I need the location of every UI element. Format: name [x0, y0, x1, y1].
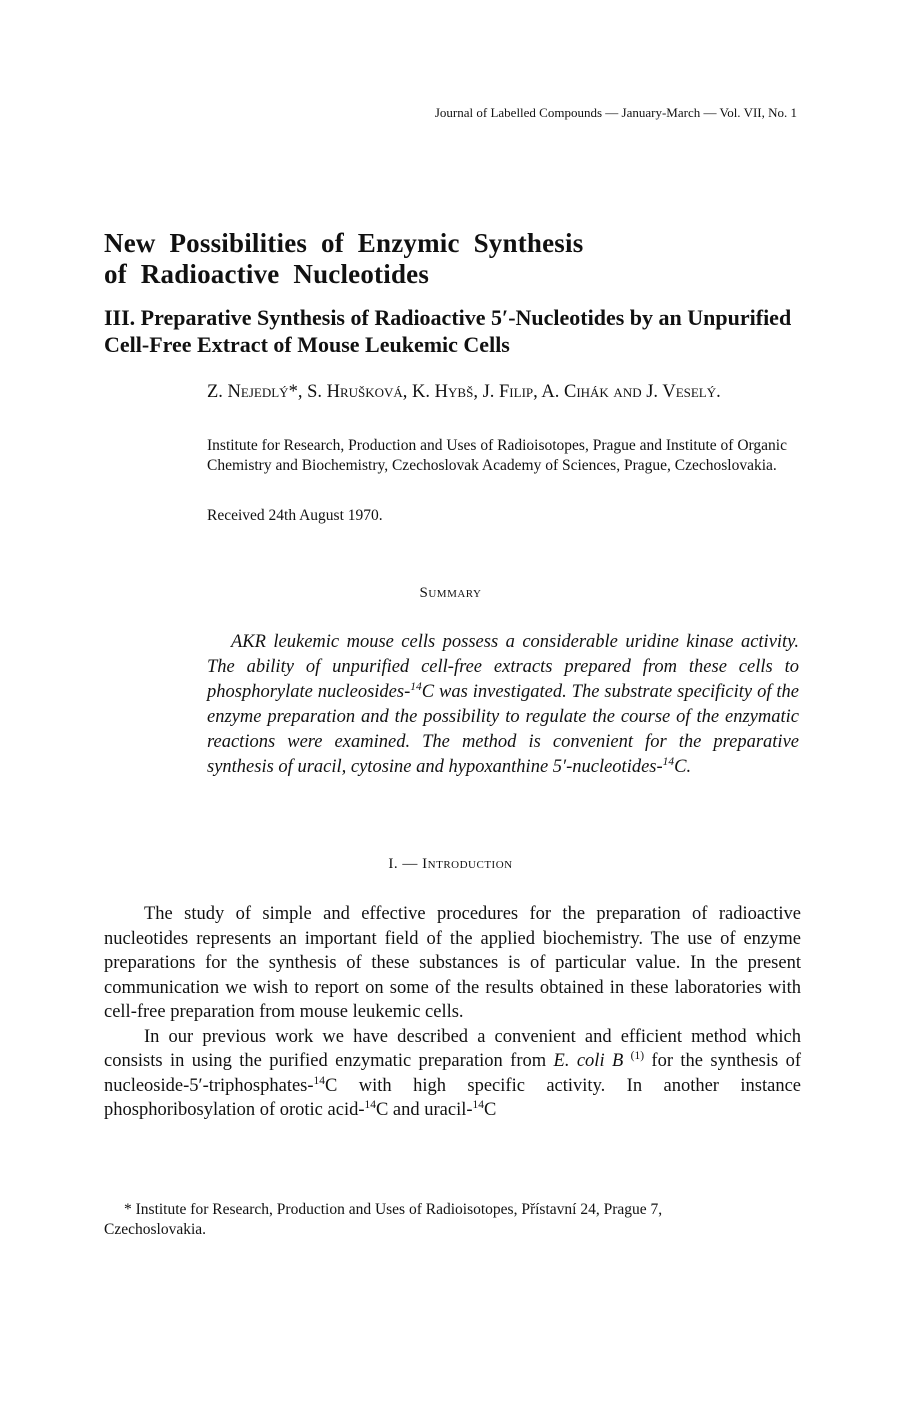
author-list: Z. Nejedlý*, S. Hrušková, K. Hybš, J. Filip, A. Cihák and J. Veselý. [207, 382, 721, 402]
title-line-2: of Radioactive Nucleotides [104, 259, 430, 289]
introduction-body [104, 902, 801, 1123]
affiliation: Institute for Research, Production and Uses of Radioisotopes, Prague and Institute of Organic Chemistry and Biochemistry, Czechoslovak Academy of Sciences, Prague, Czechoslovakia. [207, 437, 787, 474]
article-title [104, 228, 583, 290]
paragraph-1: The study of simple and effective procedures for the preparation of radioactive nucleotides represents an important field of the applied biochemistry. The use of enzyme preparations for the synthesis of these substances is of particular value. In the present communication we wish to report on some of the results obtained in these laboratories with cell-free preparation from mouse leukemic cells. [104, 904, 801, 1022]
received-date: Received 24th August 1970. [207, 507, 383, 524]
summary-heading: Summary [419, 585, 482, 601]
paragraph-2: In our previous work we have described a convenient and efficient method which consists in using the purified enzymatic preparation from E. coli B $^{(1)}$ for the synthesis of nucleoside-5′-triphosphates-$^{14}$C with high specific activity. In another instance phosphoribosylation of orotic acid-$^{14}$C and uracil-$^{14}$C [104, 1026, 802, 1120]
reference-marker: (1) [630, 1049, 645, 1062]
running-head: Journal of Labelled Compounds — January-March — Vol. VII, No. 1 [434, 105, 797, 120]
footnote: * Institute for Research, Production and Uses of Radioisotopes, Přístavní 24, Prague 7, Czechoslovakia. [104, 1201, 663, 1238]
title-line-1: New Possibilities of Enzymic Synthesis [104, 228, 584, 258]
article-subtitle: III. Preparative Synthesis of Radioactive 5′-Nucleotides by an Unpurified Cell-Free Extract of Mouse Leukemic Cells [104, 305, 792, 357]
section-number: I. — [388, 856, 418, 872]
summary-text: AKR leukemic mouse cells possess a considerable uridine kinase activity. The ability of unpurified cell-free extracts prepared from these cells to phosphorylate nucleosides-$^{14}$C was investigated. The substrate specificity of the enzyme preparation and the possibility to regulate the course of the enzymatic reactions were examined. The method is convenient for the preparative synthesis of uracil, cytosine and hypoxanthine 5′-nucleotides-$^{14}$C. [207, 632, 799, 777]
introduction-heading [0, 856, 901, 873]
organism-name: E. coli B [553, 1051, 624, 1071]
section-title: Introduction [422, 856, 513, 872]
